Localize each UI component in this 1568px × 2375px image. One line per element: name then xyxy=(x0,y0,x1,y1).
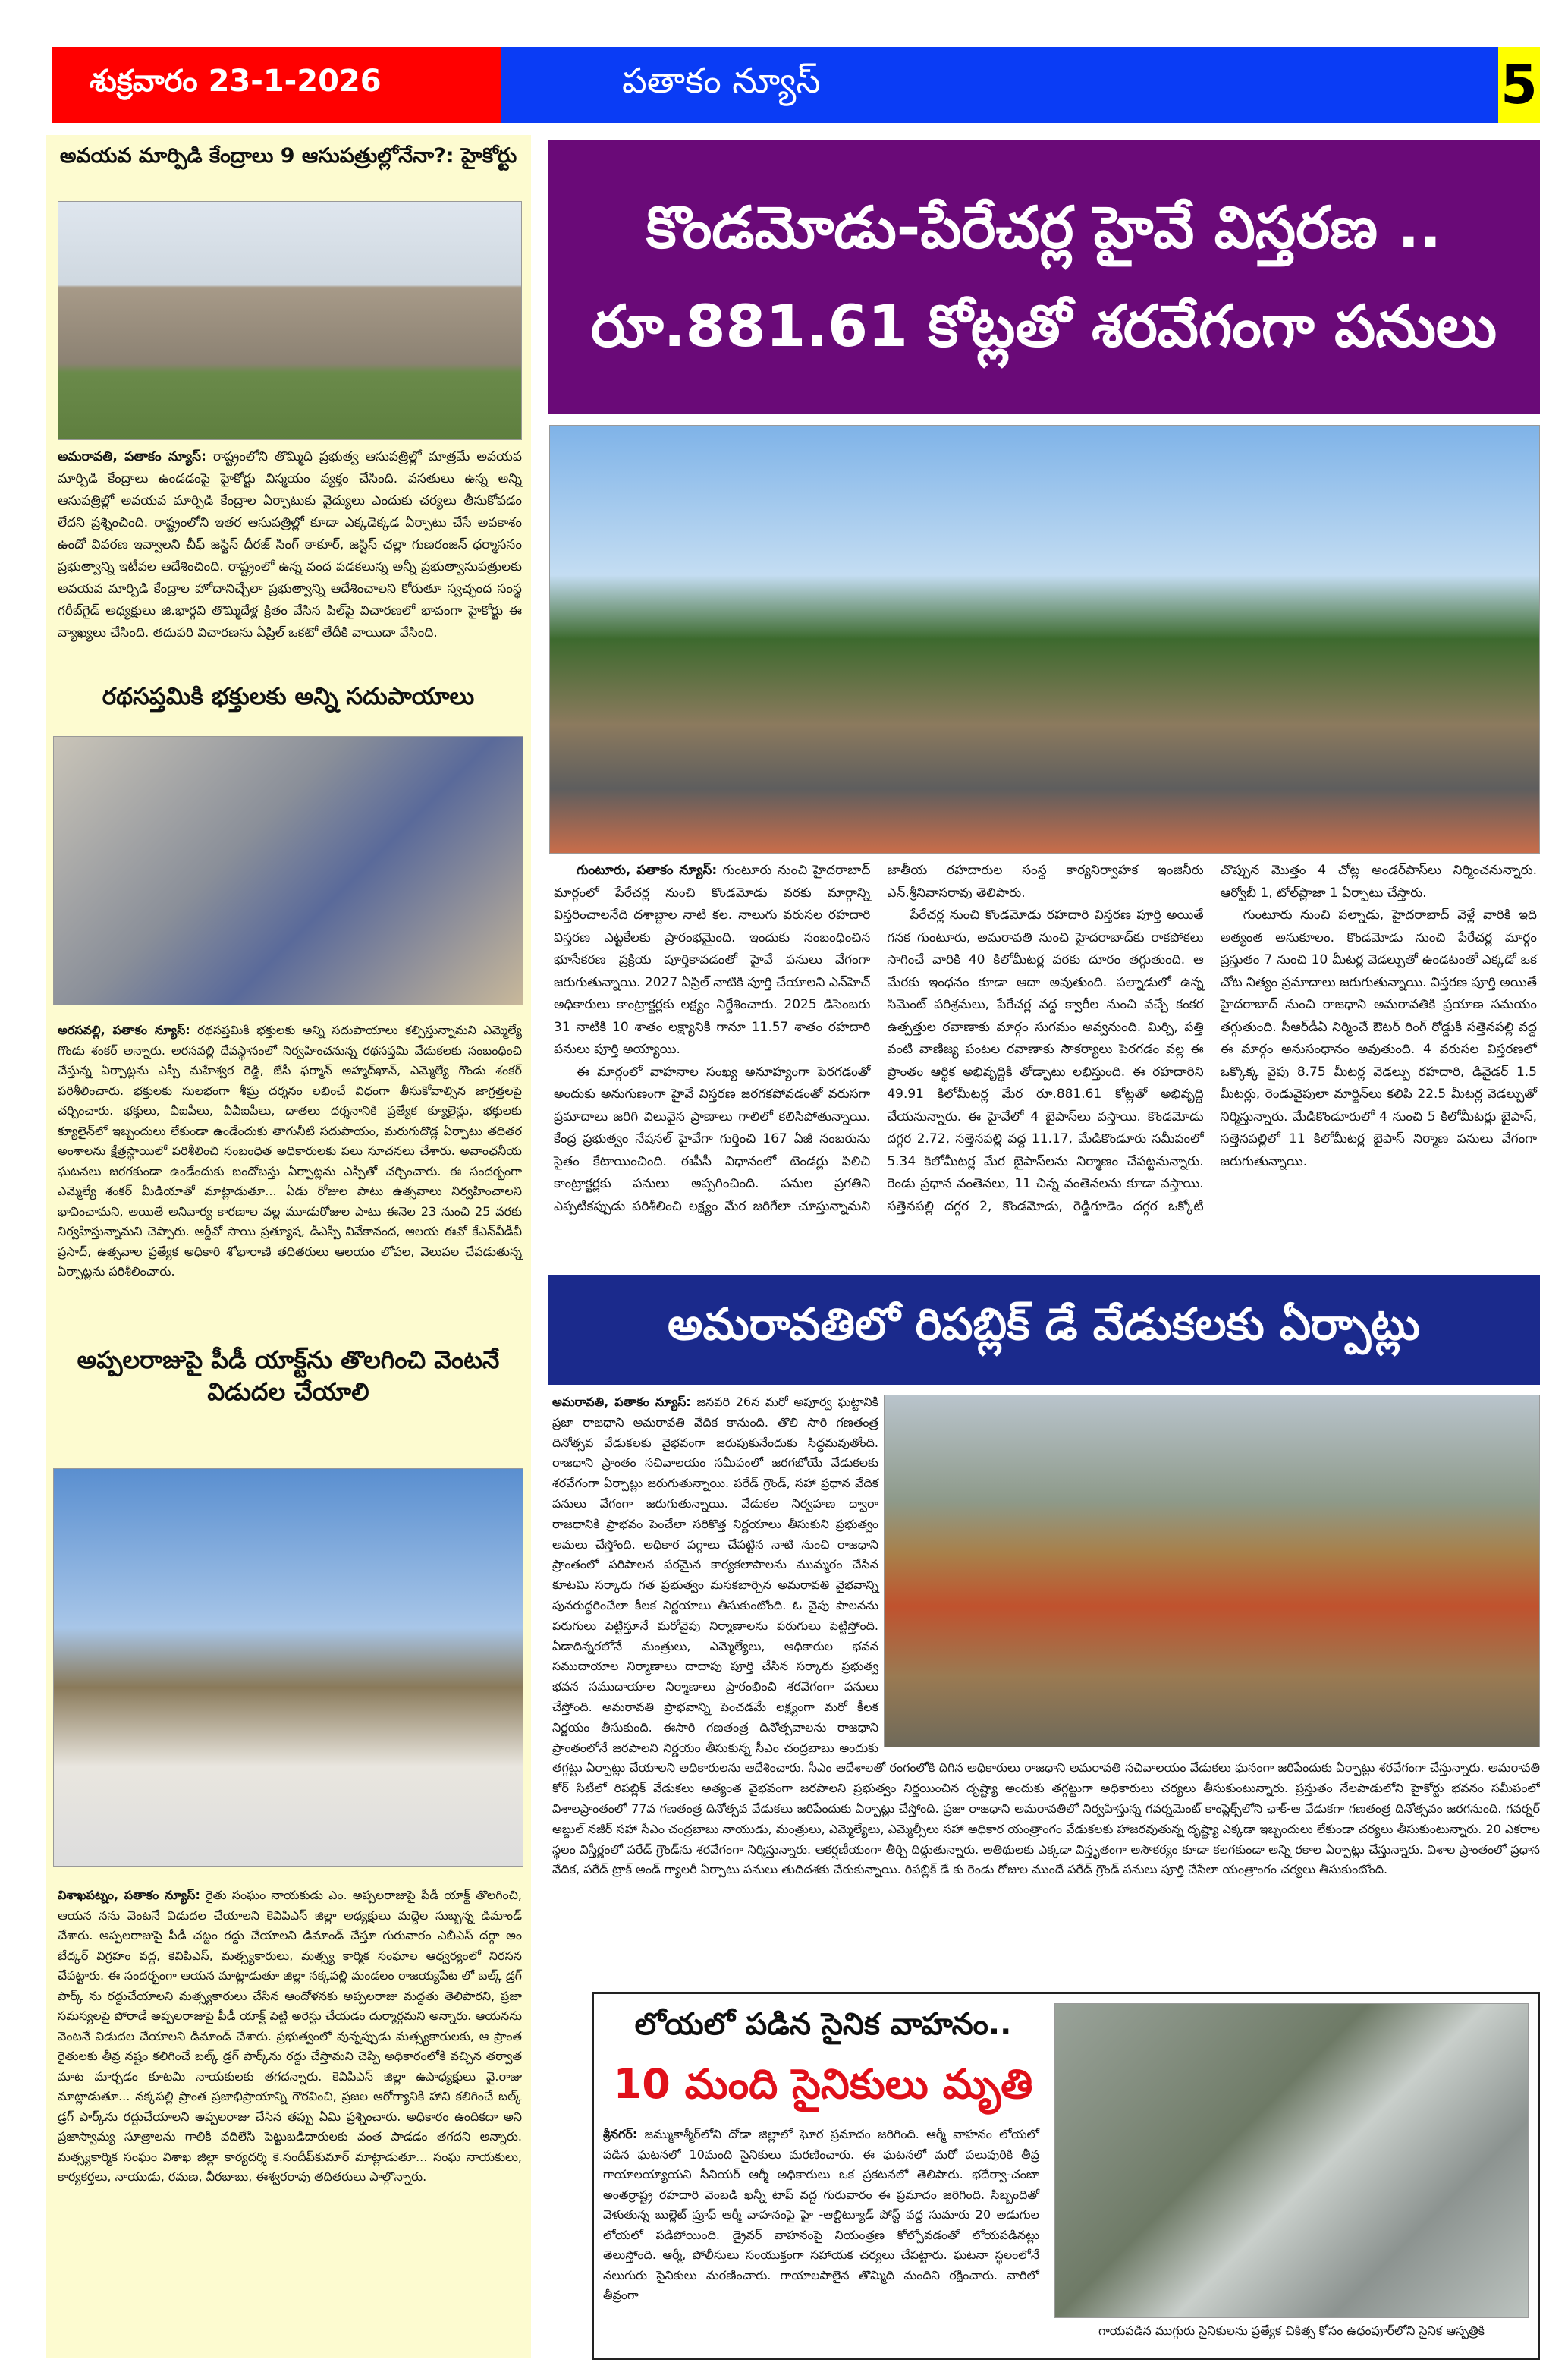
article-body: రాష్ట్రంలోని తొమ్మిది ప్రభుత్వ ఆసుపత్రిల్లో మాత్రమే అవయవ మార్పిడి కేంద్రాలు ఉండడంపై హైకోర్టు విస్మయం వ్యక్తం చేసింది. వసతులు ఉన్న అన్ని ఆసుపత్రిల్లో అవయవ మార్పిడి కేంద్రాల ఏర్పాటుకు వైద్యులు ఎందుకు చర్యలు తీసుకోవడం లేదని ప్రశ్నించింది. రాష్ట్రంలోని ఇతర ఆసుపత్రిల్లో కూడా ఎక్కడెక్కడ ఏర్పాటు చేసే అవకాశం ఉందో వివరణ ఇవ్వాలని చీఫ్ జస్టిస్ దీరజ్ సింగ్ ఠాకూర్, జస్టిస్ చల్లా గుణరంజన్ ధర్మాసనం ప్రభుత్వాన్ని ఇటీవల ఆదేశించింది. రాష్ట్రంలో ఉన్న వంద పడకలున్న అన్నీ ప్రభుత్వాసుపత్రులకు అవయవ మార్పిడి కేంద్రాల హోదానిచ్చేలా ప్రభుత్వాన్ని ఆదేశించాలని కోరుతూ స్వచ్ఛంద సంస్థ గరీబ్‌గైడ్ అధ్యక్షులు జి.భార్గవి తొమ్మిదేళ్ల క్రితం వేసిన పిల్‌పై విచారణలో భావంగా హైకోర్టు ఈ వ్యాఖ్యలు చేసింది. తదుపరి విచారణను ఏప్రిల్ ఒకటో తేదీకి వాయిదా వేసింది. xyxy=(58,449,523,640)
article-highway xyxy=(554,860,1537,1262)
headline-republic-day: అమరావతిలో రిపబ్లిక్ డే వేడుకలకు ఏర్పాట్లు xyxy=(667,1298,1420,1350)
article-paragraph: గుంటూరు నుంచి హైదరాబాద్ మార్గంలో పేరేచర్ల నుంచి కొండమోడు వరకు మార్గాన్ని విస్తరించాలనేది దశాబ్దాల నాటి కల. నాలుగు వరుసల రహదారి విస్తరణ ఎట్టకేలకు ప్రారంభమైంది. ఇందుకు సంబంధించిన భూసేకరణ ప్రక్రియ పూర్తికావడంతో హైవే పనులు వేగంగా జరుగుతున్నాయి. 2027 ఏప్రిల్ నాటికి పూర్తి చేయాలని ఎన్‌హెచ్ అధికారులు కాంట్రాక్టర్లకు లక్ష్యం నిర్దేశించారు. 2025 డిసెంబరు 31 నాటికి 10 శాతం లక్ష్యానికి గానూ 11.57 శాతం రహదారి పనులు పూర్తి అయ్యాయి. xyxy=(554,863,871,1057)
article-body: జమ్ముకాశ్మీర్‌లోని దోడా జిల్లాలో ఘోర ప్రమాదం జరిగింది. ఆర్మీ వాహనం లోయలో పడిన ఘటనలో 10మంది సైనికులు మరణించారు. ఈ ఘటనలో మరో పలువురికి తీవ్ర గాయాలయ్యాయని సీనియర్ ఆర్మీ అధికారులు ఒక ప్రకటనలో తెలిపారు. భదేర్వా-చంబా అంతర్రాష్ట్ర రహదారి వెంబడి ఖన్నీ టాప్ వద్ద గురువారం ఈ ప్రమాదం జరిగింది. సిబ్బందితో వెళుతున్న బుల్లెట్ ప్రూఫ్ ఆర్మీ వాహనంపై హై -ఆల్టిట్యూడ్ పోస్ట్ వద్ద సుమారు 20 అడుగుల లోయలో పడిపోయింది. డ్రైవర్ వాహనంపై నియంత్రణ కోల్పోవడంతో లోయపడినట్లు తెలుస్తోంది. ఆర్మీ, పోలీసులు సంయుక్తంగా సహాయక చర్యలు చేపట్టారు. ఘటనా స్థలంలోనే నలుగురు సైనికులు మరణించారు. గాయాలపాలైన తొమ్మిది మందిని రక్షించారు. వారిలో తీవ్రంగా xyxy=(603,2127,1039,2302)
dateline: విశాఖపట్నం, పతాకం న్యూస్: xyxy=(58,1888,200,1902)
issue-date: శుక్రవారం 23-1-2026 xyxy=(90,64,382,99)
protest-photo xyxy=(53,1468,523,1867)
article-republic-day xyxy=(552,1392,1540,1980)
headline-organ-transplant: అవయవ మార్పిడి కేంద్రాలు 9 ఆసుపత్రుల్లోనేనా?: హైకోర్టు xyxy=(59,144,517,168)
officials-inspection-photo xyxy=(53,736,523,1005)
masthead xyxy=(501,47,1498,123)
high-court-building-photo xyxy=(58,201,522,440)
paper-name: పతాకం న్యూస్ xyxy=(622,60,821,101)
headline-army-2: 10 మంది సైనికులు మృతి xyxy=(613,2060,1033,2108)
article-body: రథసప్తమికి భక్తులకు అన్ని సదుపాయాలు కల్పిస్తున్నామని ఎమ్మెల్యే గొండు శంకర్ అన్నారు. అరసవల్లి దేవస్థానంలో నిర్వహించనున్న రథసప్తమి వేడుకలకు సంబంధించి చేస్తున్న ఏర్పాట్లను ఎస్పీ మహేశ్వర రెడ్డి, జేసీ ఫర్మాన్ అహ్మద్‌ఖాన్, ఎమ్మెల్యే గొండు శంకర్ పరిశీలించారు. భక్తులకు సులభంగా శీఘ్ర దర్శనం లభించే విధంగా తీసుకోవాల్సిన జాగ్రత్తలపై చర్చించారు. భక్తులు, వీఐపీలు, వీవీఐపీలు, దాతలు దర్శనానికి ప్రత్యేక క్యూలైన్లు, భక్తులకు క్యూలైన్‌లో ఇబ్బందులు లేకుండా ఉండేందుకు తాగునీటి సదుపాయం, మరుగుదొడ్ల ఏర్పాటు తదితర అంశాలను క్షేత్రస్థాయిలో పరిశీలించి సంబంధిత అధికారులకు పలు సూచనలు చేశారు. అవాంఛనీయ ఘటనలు జరగకుండా ఉండేందుకు బందోబస్తు ఏర్పాట్లను ఎస్పీతో చర్చించారు. ఈ సందర్భంగా ఎమ్మెల్యే శంకర్ మీడియాతో మాట్లాడుతూ... ఏడు రోజుల పాటు ఉత్సవాలు నిర్వహించాలని భావించామని, అయితే అనివార్య కారణాల వల్ల మూడురోజుల పాటు ఈనెల 23 నుంచి 25 వరకు నిర్వహిస్తున్నామని చెప్పారు. ఆర్డీవో సాయి ప్రత్యూష, డీఎస్పీ వివేకానంద, ఆలయ ఈవో కేఎన్‌వీడీవీ ప్రసాద్, ఉత్సవాల ప్రత్యేక అధికారి శోభారాణి తదితరులు ఆలయం లోపల, వెలుపల చేపడుతున్న ఏర్పాట్లను పరిశీలించారు. xyxy=(58,1023,522,1279)
dateline: శ్రీనగర్: xyxy=(603,2127,638,2141)
page-number: 5 xyxy=(1500,54,1538,116)
headline-rathasaptami: రథసప్తమికి భక్తులకు అన్ని సదుపాయాలు xyxy=(102,683,475,710)
dateline: అమరావతి, పతాకం న్యూస్: xyxy=(58,449,206,464)
headline-appalaraju: అప్పలరాజుపై పీడీ యాక్ట్‌ను తొలగించి వెంటనే విడుదల చేయాలి xyxy=(77,1345,500,1406)
article-paragraph: పేరేచర్ల నుంచి కొండమోడు రహదారి విస్తరణ పూర్తి అయితే గనక గుంటూరు, అమరావతి నుంచి హైదరాబాద్‌కు రాకపోకలు సాగించే వారికి 40 కిలోమీటర్ల వరకు దూరం తగ్గుతుంది. ఆ మేరకు ఇంధనం కూడా ఆదా అవుతుంది. పల్నాడులో ఉన్న సిమెంట్ పరిశ్రమలు, పేరేచర్ల వద్ద క్వారీల నుంచి వచ్చే కంకర ఉత్పత్తుల రవాణాకు మార్గం సుగమం అవ్వనుంది. మిర్చి, పత్తి వంటి వాణిజ్య పంటల రవాణాకు సౌకర్యాలు పెరగడం వల్ల ఈ ప్రాంతం ఆర్థిక అభివృద్ధికి తోడ్పాటు లభిస్తుంది. ఈ రహదారిని 49.91 కిలోమీటర్ల మేర రూ.881.61 కోట్లతో అభివృద్ధి చేయనున్నారు. ఈ హైవేలో 4 బైపాస్‌లు వస్తాయి. కొండమోడు దగ్గర 2.72, సత్తెనపల్లి వద్ద 11.17, మేడికొండూరు సమీపంలో 5.34 కిలోమీటర్ల మేర బైపాస్‌లను నిర్మాణం చేపట్టనున్నారు. రెండు ప్రధాన వంతెనలు, 11 చిన్న వంతెనలను కూడా వస్తాయి. సత్తెనపల్లి దగ్గర 2, కొండమోడు, రెడ్డిగూడెం దగ్గర ఒక్కోటి చొప్పున మొత్తం 4 చోట్ల అండర్‌పాస్‌లు నిర్మించనున్నారు. ఆర్వోబీ 1, టోల్‌ప్లాజా 1 ఏర్పాటు చేస్తారు. xyxy=(887,863,1537,1214)
headline-banner-highway xyxy=(548,140,1540,414)
highway-construction-photo xyxy=(549,425,1540,854)
headline-line-1: కొండమోడు-పేరేచర్ల హైవే విస్తరణ .. xyxy=(646,193,1442,261)
date-bar xyxy=(52,47,501,123)
headline-army-1: లోయలో పడిన సైనిక వాహనం.. xyxy=(634,2007,1012,2042)
headline-line-2: రూ.881.61 కోట్లతో శరవేగంగా పనులు xyxy=(590,292,1497,360)
article-rathasaptami xyxy=(58,1021,522,1282)
article-appalaraju xyxy=(58,1886,522,2188)
article-paragraph: గుంటూరు నుంచి పల్నాడు, హైదరాబాద్ వెళ్లే వారికి ఇది అత్యంత అనుకూలం. కొండమోడు నుంచి పేరేచర్ల మార్గం ప్రస్తుతం 7 నుంచి 10 మీటర్ల వెడల్పుతో ఉండటంతో ఎక్కడో ఒక చోట నిత్యం ప్రమాదాలు జరుగుతున్నాయి. విస్తరణ పూర్తి అయితే హైదరాబాద్ నుంచి రాజధాని అమరావతికి ప్రయాణ సమయం తగ్గుతుంది. సీఆర్‌డీఏ నిర్మించే ఔటర్ రింగ్ రోడ్డుకి సత్తెనపల్లి వద్ద ఈ మార్గం అనుసంధానం అవుతుంది. 4 వరుసల విస్తరణలో ఒక్కొక్క వైపు 8.75 మీటర్ల వెడల్పు రహదారి, డివైడర్ 1.5 మీటర్లు, రెండువైపులా మార్జిన్‌లు కలిపి 22.5 మీటర్ల వెడల్పుతో నిర్మిస్తున్నారు. మేడికొండూరులో 4 నుంచి 5 కిలోమీటర్లు బైపాస్, సత్తెనపల్లిలో 11 కిలోమీటర్ల బైపాస్ నిర్మాణ పనులు వేగంగా జరుగుతున్నాయి. xyxy=(1220,908,1537,1169)
photo-caption: గాయపడిన ముగ్గురు సైనికులను ప్రత్యేక చికిత్స కోసం ఉధంపూర్‌లోని సైనిక ఆస్పత్రికి xyxy=(1098,2323,1485,2338)
headline-banner-republic-day xyxy=(548,1275,1540,1385)
article-organ-transplant xyxy=(58,446,522,644)
army-vehicle-crash-photo xyxy=(1054,2003,1529,2318)
article-army xyxy=(603,2125,1039,2306)
page-number-box xyxy=(1498,47,1540,123)
article-body: జనవరి 26న మరో అపూర్వ ఘట్టానికి ప్రజా రాజధాని అమరావతి వేదిక కానుంది. తొలి సారి గణతంత్ర దినోత్సవ వేడుకలకు వైభవంగా జరుపుకునేందుకు సిద్ధమవుతోంది. రాజధాని ప్రాంతం సచివాలయం సమీపంలో జరగబోయే వేడుకలకు శరవేగంగా ఏర్పాట్లు జరుగుతున్నాయి. పరేడ్ గ్రౌండ్, సహా ప్రధాన వేదిక పనులు వేగంగా జరుగుతున్నాయి. వేడుకల నిర్వహణ ద్వారా రాజధానికి ప్రాభవం పెంచేలా సరికొత్త నిర్ణయాలు తీసుకుని ప్రభుత్వం అమలు చేస్తోంది. అధికార పగ్గాలు చేపట్టిన నాటి నుంచి రాజధాని ప్రాంతంలో పరిపాలన పరమైన కార్యకలాపాలను ముమ్మరం చేసిన కూటమి సర్కారు గత ప్రభుత్వం మసకబార్చిన అమరావతి వైభవాన్ని పునరుద్ధరించేలా కీలక నిర్ణయాలు తీసుకుంటోంది. ఓ వైపు పాలనను పరుగులు పెట్టిస్తూనే మరోవైపు నిర్మాణాలను పరుగులు పెట్టిస్తోంది. ఏడాదిన్నరలోనే మంత్రులు, ఎమ్మెల్యేలు, అధికారుల భవన సముదాయాల నిర్మాణాలు దాదాపు పూర్తి చేసిన సర్కారు ప్రభుత్వ భవన సముదాయాల నిర్మాణాలు ప్రారంభించి శరవేగంగా పనులు చేస్తోంది. అమరావతి ప్రాభవాన్ని పెంచడమే లక్ష్యంగా మరో కీలక నిర్ణయం తీసుకుంది. ఈసారి గణతంత్ర దినోత్సవాలను రాజధాని ప్రాంతంలోనే జరపాలని నిర్ణయం తీసుకున్న సీఎం చంద్రబాబు అందుకు తగ్గట్టు ఏర్పాట్లు చేయాలని అధికారులను ఆదేశించారు. సీఎం ఆదేశాలతో రంగంలోకి దిగిన అధికారులు రాజధాని అమరావతి సచివాలయం వేడుకలు ఘనంగా జరిపేందుకు ఏర్పాట్లు శరవేగంగా చేస్తున్నారు. అమరావతి కోర్ సిటీలో రిపబ్లిక్ వేడుకలు అత్యంత వైభవంగా జరపాలని ప్రభుత్వం నిర్ణయించిన దృష్ట్యా అందుకు తగ్గట్టుగా అధికారులు చర్యలు తీసుకుంటున్నారు. ప్రస్తుతం నేలపాడులోని హైకోర్టు భవనం సమీపంలో విశాలప్రాంతంలో 77వ గణతంత్ర దినోత్సవ వేడుకలు జరిపేందుకు ఏర్పాట్లు చేస్తోంది. ప్రజా రాజధాని అమరావతిలో నిర్వహిస్తున్న గవర్నమెంట్ కాంప్లెక్స్‌లోని ఛాక్-ఆ వేడుకగా గణతంత్ర దినోత్సవం జరగనుంది. గవర్నర్ అబ్దుల్ నజీర్ సహా సీఎం చంద్రబాబు నాయుడు, మంత్రులు, ఎమ్మెల్యేలు, ఎమ్మెల్సీలు సహా అధికార యంత్రాంగం వేడుకలకు హాజరవుతున్న దృష్ట్యా ఎక్కడా ఇబ్బందులు లేకుండా చర్యలు తీసుకుంటున్నారు. 20 ఎకరాల స్థలం విస్తీర్ణంలో పరేడ్ గ్రౌండ్‌ను శరవేగంగా నిర్మిస్తున్నారు. ఆకర్షణీయంగా తీర్చి దిద్దుతున్నారు. అతిథులకు ఎక్కడా విస్తృతంగా అసౌకర్యం కూడా కలగకుండా అన్ని రకాల ఏర్పాట్లు చేస్తున్నారు. విశాల ప్రాంతంలో ప్రధాన వేదిక, పరేడ్ ట్రాక్ అండ్ గ్యాలరీ ఏర్పాటు పనులు తుదిదశకు చేరుకున్నాయి. రిపబ్లిక్ డే కు రెండు రోజుల ముందే పరేడ్ గ్రౌండ్ పనులు పూర్తి చేసేలా యంత్రాంగం చర్యలు తీసుకుంటోంది. xyxy=(552,1395,1540,1877)
dateline: అరసవల్లి, పతాకం న్యూస్: xyxy=(58,1023,190,1037)
article-paragraph: ఈ మార్గంలో వాహనాల సంఖ్య అనూహ్యంగా పెరగడంతో అందుకు అనుగుణంగా హైవే విస్తరణ జరగకపోవడంతో వరుసగా ప్రమాదాలు జరిగి విలువైన ప్రాణాలు గాలిలో కలిసిపోతున్నాయి. కేంద్ర ప్రభుత్వం నేషనల్ హైవేగా గుర్తించి 167 ఏజీ నంబరును సైతం కేటాయించింది. ఈపీసీ విధానంలో టెండర్లు పిలిచి కాంట్రాక్టర్లకు పనులు అప్పగించింది. పనుల ప్రగతిని ఎప్పటికప్పుడు పరిశీలించి లక్ష్యం మేర జరిగేలా చూస్తున్నామని జాతీయ రహదారుల సంస్థ కార్యనిర్వాహక ఇంజినీరు ఎన్.శ్రీనివాసరావు తెలిపారు. xyxy=(554,863,1204,1214)
article-body: రైతు సంఘం నాయకుడు ఎం. అప్పలరాజుపై పీడీ యాక్ట్ తొలగించి, ఆయన నను వెంటనే విడుదల చేయాలని కెవిపిఎస్ జిల్లా అధ్యక్షులు మద్దెల సుబ్బన్న డిమాండ్ చేశారు. అప్పలరాజుపై పీడీ చట్టం రద్దు చేయాలని డిమాండ్ చేస్తూ గురువారం ఎబీఎస్ దర్గా అం బేద్కర్ విగ్రహం వద్ద, కెవిపిఎస్, మత్స్యకారులు, మత్స్య కార్మిక సంఘాల ఆధ్వర్యంలో నిరసన చేపట్టారు. ఈ సందర్భంగా ఆయన మాట్లాడుతూ జిల్లా నక్కపల్లి మండలం రాజయ్యపేట లో బల్క్ డ్రగ్ పార్క్ ను రద్దుచేయాలని మత్స్యకారులు చేసిన ఆందోళనకు అప్పలరాజు మద్దతు తెలిపారని, ప్రజా సమస్యలపై పోరాడే అప్పలరాజుపై పీడీ యాక్ట్ పెట్టి అరెస్టు చేయడం దుర్మార్గమని అన్నారు. ఆయనను వెంటనే విడుదల చేయాలని డిమాండ్ చేశారు. ప్రభుత్వంలో వున్నప్పుడు మత్స్యకారులకు, ఆ ప్రాంత రైతులకు తీవ్ర నష్టం కలిగించే బల్క్ డ్రగ్ పార్క్‌ను రద్దు చేస్తామని చెప్పి అధికారంలోకి వచ్చిన తర్వాత మాట మార్చడం కూటమి నాయకులకు తగదన్నారు. కెవిపిఎస్ జిల్లా ఉపాధ్యక్షులు వై.రాజు మాట్లాడుతూ... నక్కపల్లి ప్రాంత ప్రజాభిప్రాయాన్ని గౌరవించి, ప్రజల ఆరోగ్యానికి హాని కలిగించే బల్క్ డ్రగ్ పార్క్‌ను రద్దుచేయాలని అప్పలరాజు చేసిన తప్పు ఏమి ప్రశ్నించారు. అధికారం ఉందికదా అని ప్రజాస్వామ్య సూత్రాలను గాలికి వదిలేసి పెట్టుబడిదారులకు వంత పాడడం తగదని అన్నారు. మత్స్యకార్మిక సంఘం విశాఖ జిల్లా కార్యదర్శి కె.సందీప్‌కుమార్ మాట్లాడుతూ... సంఘ నాయకులు, కార్యకర్తలు, నాయుడు, రమణ, వీరబాబు, ఈశ్వరరావు తదితరులు పాల్గొన్నారు. xyxy=(58,1888,522,2184)
dateline: అమరావతి, పతాకం న్యూస్: xyxy=(552,1395,691,1409)
dateline: గుంటూరు, పతాకం న్యూస్: xyxy=(577,863,718,878)
